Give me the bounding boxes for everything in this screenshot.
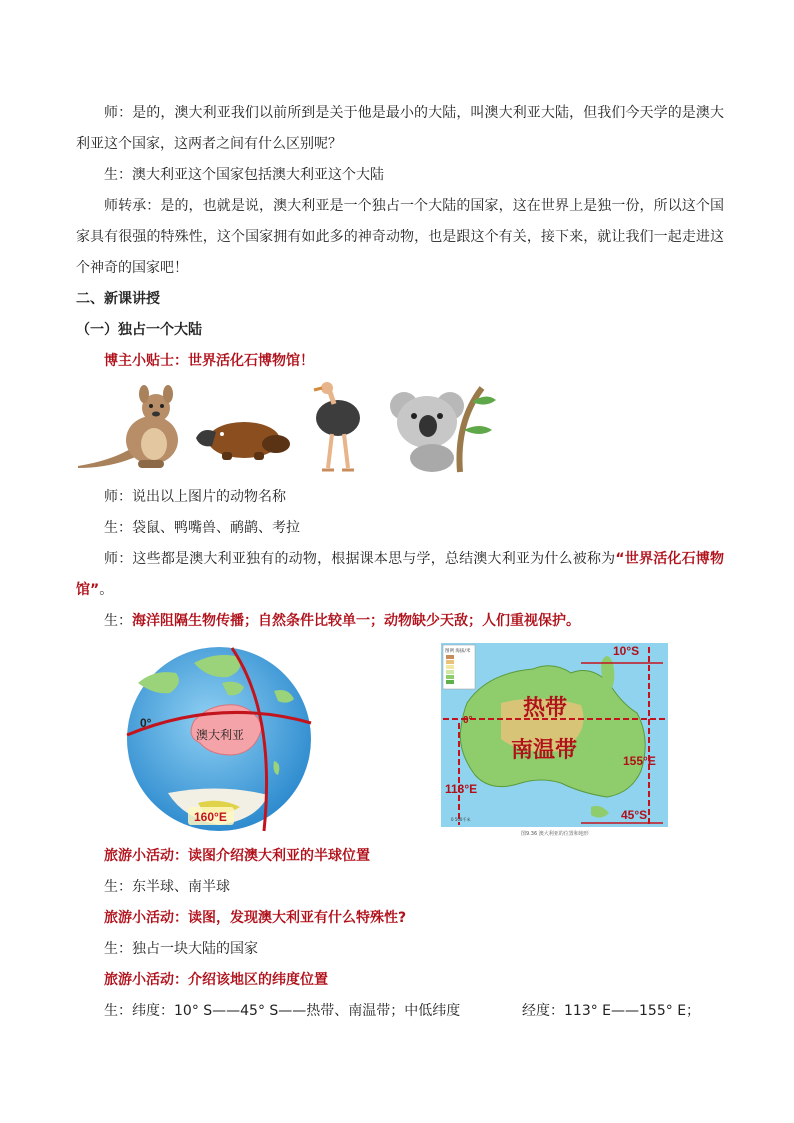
- student-paragraph-1: 生：澳大利亚这个国家包括澳大利亚这个大陆: [104, 167, 384, 183]
- globe-figure: [124, 643, 314, 835]
- kangaroo-illustration: [78, 385, 178, 468]
- question-2-highlight: “世界活化石博物馆”: [76, 551, 725, 598]
- globe-meridian-label: 160°E: [194, 810, 227, 824]
- question-2-text: 师：这些都是澳大利亚独有的动物，根据课本思与学，总结澳大利亚为什么被称为: [104, 551, 616, 567]
- koala-illustration: [390, 388, 496, 472]
- activity-1: 旅游小活动：读图介绍澳大利亚的半球位置: [104, 848, 370, 864]
- activity-1-answer: 生：东半球、南半球: [104, 879, 230, 895]
- answer-2-prefix: 生：: [104, 613, 132, 629]
- subsection-heading: （一）独占一个大陆: [76, 322, 202, 338]
- activity-3: 旅游小活动：介绍该地区的纬度位置: [104, 972, 328, 988]
- map-lon-west-label: 113°E: [445, 782, 478, 796]
- map-lat-south-label: 45°S: [621, 808, 648, 822]
- map-lon-east-label: 155°E: [623, 754, 656, 768]
- teacher-paragraph-2: 师转承：是的，也就是说，澳大利亚是一个独占一个大陆的国家，这在世界上是独一份，所以这个国家具有很强的特殊性，这个国家拥有如此多的神奇动物，也是跟这个有关，接下来，就让我们一起走进这个神奇的国家吧！: [76, 198, 724, 276]
- emu-illustration: [314, 382, 360, 470]
- section-heading: 二、新课讲授: [76, 291, 160, 307]
- teacher-question-2: [76, 544, 724, 606]
- map-scale: 0 500千米: [451, 817, 471, 822]
- map-lat-north-label: 10°S: [613, 644, 640, 658]
- platypus-illustration: [196, 422, 290, 460]
- student-answer-2: [76, 606, 724, 637]
- map-temperate-label: 南温带: [511, 738, 578, 763]
- animals-illustration: [76, 382, 496, 474]
- map-figure: [441, 643, 668, 837]
- tip-label: 博主小贴士：世界活化石博物馆！: [104, 353, 314, 369]
- map-caption: 图9.36 澳大利亚的位置和地形: [521, 831, 589, 837]
- map-equator-label: 0°: [463, 715, 473, 726]
- activity-2-answer: 生：独占一块大陆的国家: [104, 941, 258, 957]
- teacher-paragraph-1: 师：是的，澳大利亚我们以前所到是关于他是最小的大陆，叫澳大利亚大陆，但我们今天学的是澳大利亚这个国家，这两者之间有什么区别呢？: [76, 105, 724, 152]
- animals-row: [76, 382, 496, 474]
- map-legend-title: 图例 海拔/米: [445, 649, 471, 654]
- globe-equator-label: 0°: [140, 716, 152, 730]
- student-answer-1: 生：袋鼠、鸭嘴兽、鸸鹋、考拉: [104, 520, 300, 536]
- teacher-question-1: 师：说出以上图片的动物名称: [104, 489, 286, 505]
- globe-country-label: 澳大利亚: [196, 728, 245, 742]
- activity-2: 旅游小活动：读图，发现澳大利亚有什么特殊性?: [104, 910, 407, 926]
- activity-3-longitude: 经度：113° E——155° E；: [522, 1003, 701, 1019]
- map-tropic-label: 热带: [523, 696, 568, 721]
- activity-3-latitude: 生：纬度：10° S——45° S——热带、南温带；中低纬度: [104, 1003, 461, 1019]
- question-2-end: 。: [99, 582, 114, 598]
- answer-2-text: 海洋阻隔生物传播；自然条件比较单一；动物缺少天敌；人们重视保护。: [132, 613, 580, 629]
